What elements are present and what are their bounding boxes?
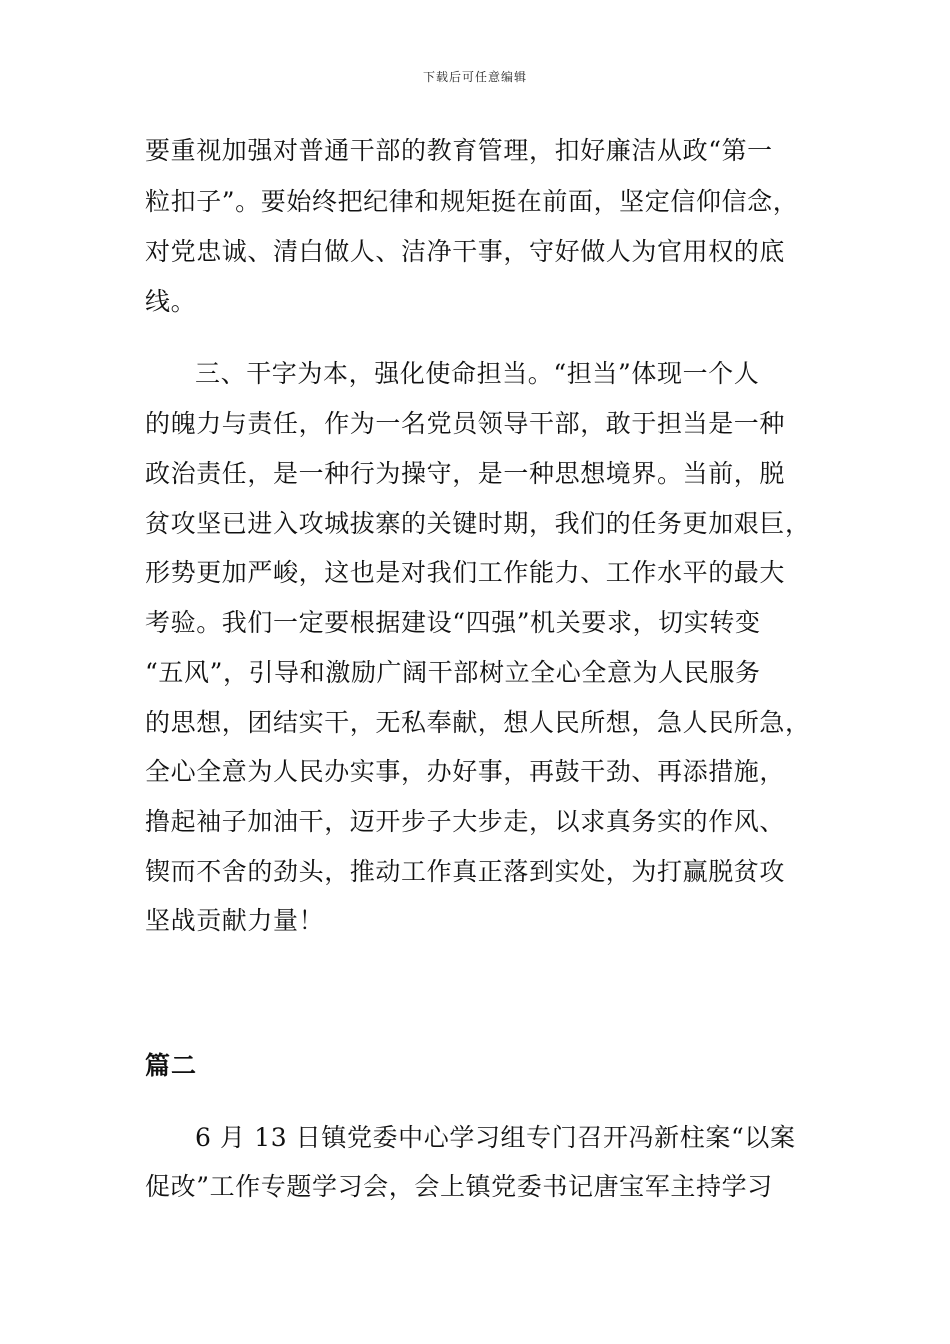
paragraph-line: 粒扣子”。要始终把纪律和规矩挺在前面，坚定信仰信念， [145,187,799,216]
paragraph-line: 6 月 13 日镇党委中心学习组专门召开冯新柱案“以案 [195,1123,796,1152]
paragraph-line: 的思想，团结实干，无私奉献，想人民所想，急人民所急， [145,708,811,737]
paragraph-line: 撸起袖子加油干，迈开步子大步走，以求真务实的作风、 [145,807,786,836]
paragraph-line: 形势更加严峻，这也是对我们工作能力、工作水平的最大 [145,558,786,587]
paragraph-line: 的魄力与责任，作为一名党员领导干部，敢于担当是一种 [145,409,786,438]
section-heading: 篇二 [145,1051,198,1080]
paragraph-line: 考验。我们一定要根据建设“四强”机关要求，切实转变 [145,608,761,637]
paragraph-line: 政治责任，是一种行为操守，是一种思想境界。当前，脱 [145,459,786,488]
paragraph-line: 锲而不舍的劲头，推动工作真正落到实处，为打赢脱贫攻 [145,857,786,886]
paragraph-line: 线。 [145,287,197,316]
paragraph-line: 促改”工作专题学习会，会上镇党委书记唐宝军主持学习 [145,1172,773,1201]
paragraph-line: 坚战贡献力量！ [145,906,325,935]
paragraph-line: “五风”，引导和激励广阔干部树立全心全意为人民服务 [145,658,761,687]
paragraph-line: 贫攻坚已进入攻城拔寨的关键时期，我们的任务更加艰巨， [145,509,811,538]
paragraph-line: 三、干字为本，强化使命担当。“担当”体现一个人 [195,359,760,388]
header-note: 下载后可任意编辑 [422,70,527,84]
paragraph-line: 对党忠诚、清白做人、洁净干事，守好做人为官用权的底 [145,237,786,266]
paragraph-line: 要重视加强对普通干部的教育管理，扣好廉洁从政“第一 [145,136,773,165]
paragraph-line: 全心全意为人民办实事，办好事，再鼓干劲、再添措施， [145,757,786,786]
